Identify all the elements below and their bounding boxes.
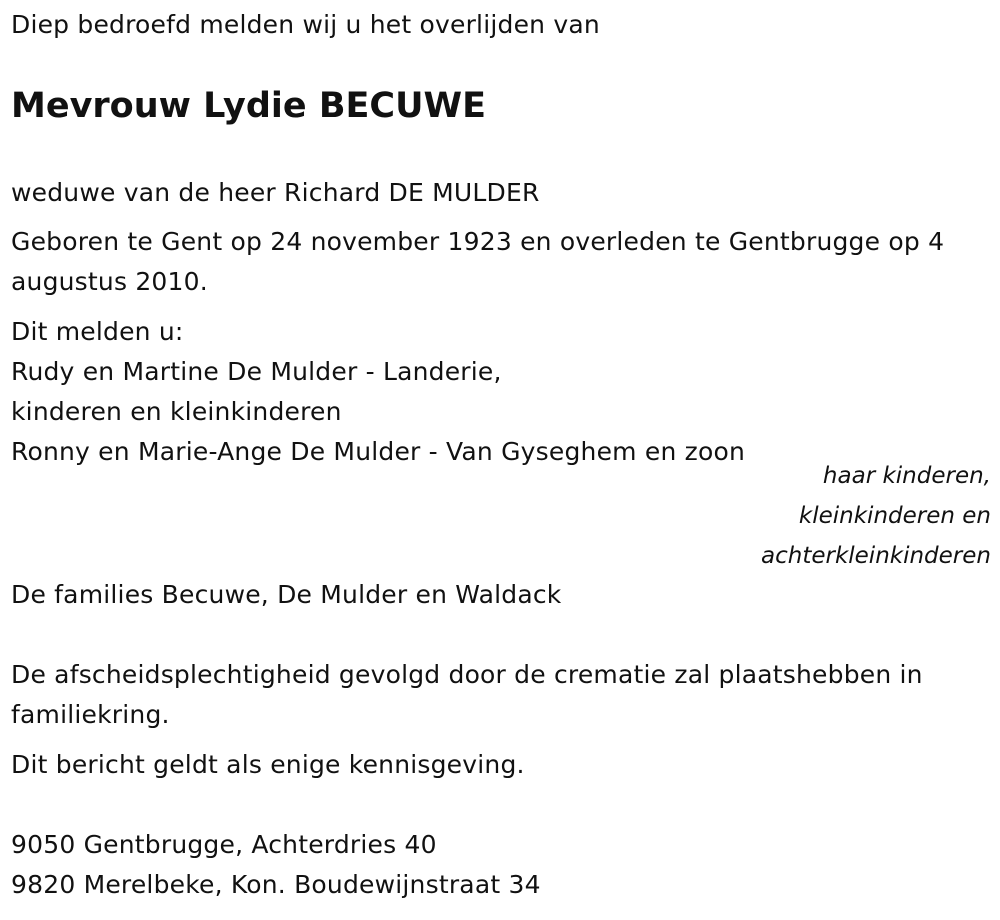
ceremony-line-2: familiekring. <box>11 700 170 729</box>
families-text: De families Becuwe, De Mulder en Waldack <box>11 580 562 609</box>
announcer-line: kinderen en kleinkinderen <box>11 397 342 426</box>
intro-text: Diep bedroefd melden wij u het overlijden van <box>11 10 600 39</box>
notice-text: Dit bericht geldt als enige kennisgeving. <box>11 750 525 779</box>
address-line: 9050 Gentbrugge, Achterdries 40 <box>11 830 437 859</box>
announcers-heading: Dit melden u: <box>11 317 184 346</box>
address-line: 9820 Merelbeke, Kon. Boudewijnstraat 34 <box>11 870 541 899</box>
deceased-name: Mevrouw Lydie BECUWE <box>11 86 487 126</box>
announcer-line: Ronny en Marie-Ange De Mulder - Van Gyseghem en zoon <box>11 437 746 466</box>
relation-line: achterkleinkinderen <box>761 543 991 569</box>
announcer-line: Rudy en Martine De Mulder - Landerie, <box>11 357 502 386</box>
birth-death-line-2: augustus 2010. <box>11 267 208 296</box>
widow-of-text: weduwe van de heer Richard DE MULDER <box>11 178 540 207</box>
ceremony-line-1: De afscheidsplechtigheid gevolgd door de crematie zal plaatshebben in <box>11 660 923 689</box>
relation-line: kleinkinderen en <box>798 503 991 529</box>
relation-line: haar kinderen, <box>822 463 991 489</box>
birth-death-line-1: Geboren te Gent op 24 november 1923 en overleden te Gentbrugge op 4 <box>11 227 945 256</box>
